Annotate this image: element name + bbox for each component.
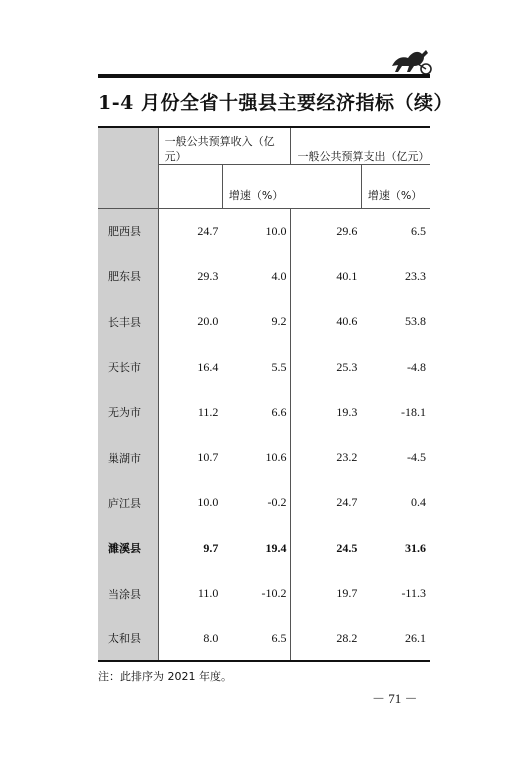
cell-rev: 8.0 (203, 630, 219, 645)
cell-exp: 40.6 (336, 314, 358, 329)
region-column-header (98, 127, 158, 209)
cell-rev: 29.3 (197, 268, 219, 283)
header-rule (98, 74, 430, 78)
cell-exp: 40.1 (336, 268, 358, 283)
cell-exp-growth: 6.5 (411, 223, 426, 238)
cell-region: 濉溪县 (98, 526, 158, 571)
cell-rev-growth: 6.6 (222, 390, 291, 435)
cell-rev-growth: 4.0 (222, 254, 291, 299)
expenditure-growth-header: 增速（%） (361, 165, 430, 209)
cell-exp: 24.7 (336, 495, 358, 510)
table-row (98, 254, 430, 299)
cell-region: 长丰县 (98, 299, 158, 344)
cell-exp-growth: 31.6 (405, 540, 426, 555)
table-row (98, 435, 430, 480)
revenue-group-header: 一般公共预算收入（亿元） (158, 127, 291, 165)
cell-exp: 19.3 (336, 404, 358, 419)
table-row (98, 209, 430, 254)
cell-rev-growth: -10.2 (222, 571, 291, 616)
cell-rev-growth: -0.2 (222, 480, 291, 525)
cell-rev: 16.4 (197, 359, 219, 374)
cell-exp: 29.6 (336, 223, 358, 238)
cell-exp-growth: 26.1 (405, 630, 426, 645)
cell-rev: 11.2 (197, 404, 219, 419)
cell-region: 太和县 (98, 616, 158, 661)
cell-rev-growth: 10.6 (222, 435, 291, 480)
cell-rev-growth: 9.2 (222, 299, 291, 344)
cell-rev-growth: 19.4 (222, 526, 291, 571)
cell-rev-growth: 5.5 (222, 344, 291, 389)
cell-region: 巢湖市 (98, 435, 158, 480)
footnote: 注：此排序为 2021 年度。 (98, 670, 232, 683)
cell-exp: 23.2 (336, 450, 358, 465)
cell-exp-growth: -11.3 (401, 586, 426, 601)
cell-rev: 24.7 (197, 223, 219, 238)
page-title: 1-4 月份全省十强县主要经济指标（续） (98, 92, 453, 114)
cell-rev: 10.0 (197, 495, 219, 510)
revenue-value-subheader (158, 165, 222, 209)
table-row (98, 480, 430, 525)
expenditure-value-subheader (291, 165, 361, 209)
cell-exp-growth: -4.5 (407, 450, 426, 465)
cell-rev-growth: 6.5 (222, 616, 291, 661)
cell-exp: 28.2 (336, 630, 358, 645)
cell-exp: 25.3 (336, 359, 358, 374)
cell-exp: 19.7 (336, 586, 358, 601)
table-row (98, 616, 430, 661)
cell-rev-growth: 10.0 (222, 209, 291, 254)
table-row (98, 299, 430, 344)
cell-region: 天长市 (98, 344, 158, 389)
cell-rev: 10.7 (197, 450, 219, 465)
table-row (98, 390, 430, 435)
table-row (98, 526, 430, 571)
cell-region: 肥东县 (98, 254, 158, 299)
cell-rev: 11.0 (197, 586, 219, 601)
cell-rev: 20.0 (197, 314, 219, 329)
cell-exp-growth: 23.3 (405, 268, 426, 283)
cell-exp: 24.5 (336, 540, 358, 555)
revenue-growth-header: 增速（%） (222, 165, 291, 209)
cell-region: 庐江县 (98, 480, 158, 525)
cell-exp-growth: 53.8 (405, 314, 426, 329)
cell-rev: 9.7 (203, 540, 219, 555)
cell-exp-growth: 0.4 (411, 495, 426, 510)
cell-region: 当涂县 (98, 571, 158, 616)
cell-region: 肥西县 (98, 209, 158, 254)
table-row (98, 571, 430, 616)
cell-exp-growth: -4.8 (407, 359, 426, 374)
horse-chariot-emblem-icon (388, 44, 434, 76)
cell-exp-growth: -18.1 (401, 404, 426, 419)
expenditure-group-header: 一般公共预算支出（亿元） (297, 150, 430, 163)
page-number: － 71 － (372, 691, 418, 706)
indicator-table (98, 126, 430, 662)
cell-region: 无为市 (98, 390, 158, 435)
table-row (98, 344, 430, 389)
